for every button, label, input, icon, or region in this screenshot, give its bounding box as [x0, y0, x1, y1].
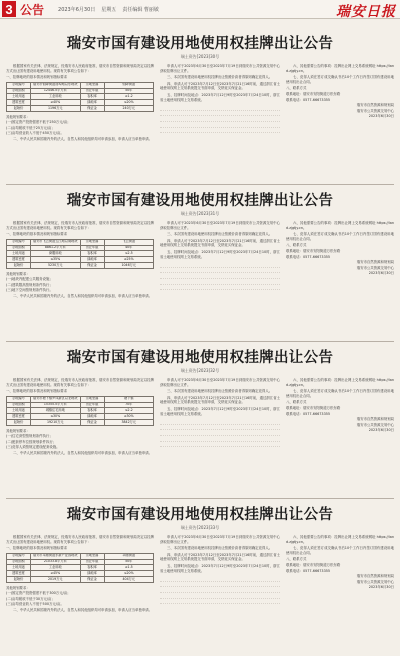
table-row: 宗地面积 8861.2平方米 出让年限 40年 — [7, 245, 154, 251]
section-divider — [6, 184, 394, 185]
notice-intro: 根据国家有关法律、法规规定，经瑞安市人民政府批准，瑞安市自然资源和规划局决定以挂牌方式出让国有建设用地使用权。现将有关事项公告如下： — [6, 378, 154, 387]
notice-title: 瑞安市国有建设用地使用权挂牌出让公告 — [66, 36, 334, 52]
contact-address: 联系地址：瑞安市安阳街道万松东路 — [286, 562, 341, 567]
text-filler — [160, 576, 280, 604]
note-line: (一)固定资产投资强度不低于300万元/亩； — [6, 591, 71, 596]
text-filler — [160, 419, 280, 447]
notice-title: 瑞安市国有建设用地使用权挂牌出让公告 — [66, 193, 334, 209]
body-paragraph: 三、本次国有建设用地使用权挂牌出让按照价高者得原则确定竞得人。 — [167, 389, 273, 394]
signature-org: 瑞安市公共资源交易中心 — [356, 579, 394, 584]
body-paragraph: 四、申请人可于2023年7月12日至2023年7月21日16时前，通过浙江省土地使用权网上交易系统提交书面申请，交纳竞买保证金。 — [160, 395, 280, 405]
table-row: 土地用途 商服用地 容积率 ≤2.5 — [7, 251, 154, 257]
table-row: 宗地编号 瑞安市飞云街道云江路以南地块 宗地坐落 飞云街道 — [7, 239, 154, 245]
parcel-table — [6, 82, 154, 112]
note-line: (二)亩均税收不低于30万元/亩； — [6, 596, 55, 601]
parcel-table — [6, 396, 154, 426]
contact-phone: 联系电话：0577-66673355 — [286, 568, 331, 573]
body-paragraph: 四、申请人可于2023年7月12日至2023年7月21日16时前，通过浙江省土地使用权网上交易系统提交书面申请，交纳竞买保证金。 — [160, 552, 280, 562]
note-line: (三)地下空间按规划条件执行。 — [6, 288, 53, 293]
notice-column-right — [286, 221, 394, 277]
body-paragraph: 申请人可于2023年6月30日至2023年7月19日到瑞安市公共资源交易中心获取挂牌出让文件。 — [160, 378, 280, 387]
note-line: (三)亩均营业收入不低于450万元/亩。 — [6, 131, 64, 136]
table-row: 土地用途 城镇住宅用地 容积率 ≤2.2 — [7, 408, 154, 414]
notice-column-left — [6, 221, 154, 301]
note-line: 二、中华人民共和国境内外的法人、自然人和其他组织均可申请参加，申请人应当单独申请。 — [13, 294, 153, 299]
notice-column-left — [6, 378, 154, 458]
notice-column-middle — [160, 535, 280, 604]
note-line: 其他规划要求： — [6, 428, 30, 433]
signature-date: 2023年6月30日 — [368, 585, 394, 590]
parcel-table — [6, 553, 154, 583]
contact-address: 联系地址：瑞安市安阳街道万松东路 — [286, 91, 341, 96]
notice-1 — [6, 32, 394, 182]
signature-date: 2023年6月30日 — [368, 428, 394, 433]
section-heading: 一、挂牌地块的基本情况和规划指标要求 — [6, 389, 68, 394]
note-line: (二)建筑限高按规划条件执行； — [6, 282, 53, 287]
notice-2 — [6, 189, 394, 339]
table-row: 土地用途 工业用地 容积率 ≥1.2 — [7, 94, 154, 100]
issue-date: 2023年6月30日 — [58, 6, 96, 13]
note-line: 二、中华人民共和国境内外的法人、自然人和其他组织均可申请参加，申请人应当单独申请。 — [13, 608, 153, 613]
section-title: 公告 — [20, 2, 45, 17]
body-paragraph: 三、本次国有建设用地使用权挂牌出让按照价高者得原则确定竞得人。 — [167, 546, 273, 551]
contact-heading: 八、联系方式 — [286, 400, 307, 405]
body-paragraph: 三、本次国有建设用地使用权挂牌出让按照价高者得原则确定竞得人。 — [167, 232, 273, 237]
body-paragraph: 五、挂牌时间及地点：2023年7月12日9时至2023年7月24日10时，浙江省土地使用权网上交易系统。 — [160, 406, 280, 416]
section-divider — [6, 341, 394, 342]
notice-intro: 根据国家有关法律、法规规定，经瑞安市人民政府批准，瑞安市自然资源和规划局决定以挂牌方式出让国有建设用地使用权。现将有关事项公告如下： — [6, 221, 154, 230]
table-row: 宗地编号 瑞安市莘塍街道东新产业园地块 宗地坐落 莘塍街道 — [7, 553, 154, 559]
parcel-table — [6, 239, 154, 269]
body-paragraph: 七、竞得人须在签订成交确认书后10个工作日内签订国有建设用地使用权出让合同。 — [286, 546, 394, 555]
masthead — [0, 0, 400, 19]
signature-org: 瑞安市自然资源和规划局 — [356, 103, 394, 108]
notice-column-middle — [160, 378, 280, 447]
signature-org: 瑞安市自然资源和规划局 — [356, 260, 394, 265]
note-line: (一)地块内配建公共服务设施； — [6, 277, 53, 282]
table-row: 宗地面积 15355.5平方米 出让年限 70年 — [7, 402, 154, 408]
table-row: 宗地编号 瑞安市仙降街道前埠路以东地块 宗地坐落 仙降街道 — [7, 82, 154, 88]
body-paragraph: 五、挂牌时间及地点：2023年7月12日9时至2023年7月24日10时，浙江省土地使用权网上交易系统。 — [160, 563, 280, 573]
body-paragraph: 四、申请人可于2023年7月12日至2023年7月21日16时前，通过浙江省土地使用权网上交易系统提交书面申请，交纳竞买保证金。 — [160, 81, 280, 91]
contact-heading: 八、联系方式 — [286, 243, 307, 248]
contact-phone: 联系电话：0577-66673355 — [286, 254, 331, 259]
table-row: 建筑密度 ≥40% 绿地率 ≤20% — [7, 100, 154, 106]
contact-phone: 联系电话：0577-66673355 — [286, 411, 331, 416]
body-paragraph: 申请人可于2023年6月30日至2023年7月19日到瑞安市公共资源交易中心获取挂牌出让文件。 — [160, 221, 280, 230]
note-line: (二)配套停车位按规划条件执行； — [6, 439, 57, 444]
notice-intro: 根据国家有关法律、法规规定，经瑞安市人民政府批准，瑞安市自然资源和规划局决定以挂牌方式出让国有建设用地使用权。现将有关事项公告如下： — [6, 535, 154, 544]
body-paragraph: 七、竞得人须在签订成交确认书后10个工作日内签订国有建设用地使用权出让合同。 — [286, 75, 394, 84]
note-line: 其他规划要求： — [6, 585, 30, 590]
notice-title: 瑞安市国有建设用地使用权挂牌出让公告 — [66, 507, 334, 523]
body-paragraph: 三、本次国有建设用地使用权挂牌出让按照价高者得原则确定竞得人。 — [167, 75, 273, 80]
notice-4 — [6, 503, 394, 653]
notice-doc-number: 瑞土资告[2023]32号 — [180, 368, 220, 373]
notice-title: 瑞安市国有建设用地使用权挂牌出让公告 — [66, 350, 334, 366]
note-line: (三)竞得人须按规定建设配套设施。 — [6, 445, 60, 450]
body-paragraph: 六、其他需要公告的事项：挂牌出让网上交易系统网址 https://land.zjgtjy.cn。 — [286, 64, 394, 73]
contact-address: 联系地址：瑞安市安阳街道万松东路 — [286, 248, 341, 253]
notice-column-left — [6, 535, 154, 615]
body-paragraph: 七、竞得人须在签订成交确认书后10个工作日内签订国有建设用地使用权出让合同。 — [286, 232, 394, 241]
table-row: 宗地面积 21033.8平方米 出让年限 50年 — [7, 559, 154, 565]
signature-org: 瑞安市自然资源和规划局 — [356, 417, 394, 422]
body-paragraph: 五、挂牌时间及地点：2023年7月12日9时至2023年7月24日10时，浙江省土地使用权网上交易系统。 — [160, 249, 280, 259]
body-paragraph: 申请人可于2023年6月30日至2023年7月19日到瑞安市公共资源交易中心获取挂牌出让文件。 — [160, 64, 280, 73]
notice-column-left — [6, 64, 154, 144]
signature-org: 瑞安市公共资源交易中心 — [356, 265, 394, 270]
editor-credit: 责任编辑 曹丽敏 — [122, 6, 159, 13]
notice-column-right — [286, 378, 394, 434]
body-paragraph: 四、申请人可于2023年7月12日至2023年7月21日16时前，通过浙江省土地使用权网上交易系统提交书面申请，交纳竞买保证金。 — [160, 238, 280, 248]
notice-column-middle — [160, 221, 280, 290]
notice-column-right — [286, 64, 394, 120]
note-line: (一)固定资产投资强度不低于250万元/亩； — [6, 120, 71, 125]
table-row: 建筑密度 ≤30% 绿地率 ≥30% — [7, 414, 154, 420]
notice-doc-number: 瑞土资告[2023]33号 — [180, 525, 220, 530]
issue-weekday: 星期五 — [101, 6, 117, 13]
contact-heading: 八、联系方式 — [286, 86, 307, 91]
section-heading: 一、挂牌地块的基本情况和规划指标要求 — [6, 75, 68, 80]
note-line: (二)亩均税收不低于25万元/亩； — [6, 125, 55, 130]
signature-org: 瑞安市公共资源交易中心 — [356, 108, 394, 113]
notice-intro: 根据国家有关法律、法规规定，经瑞安市人民政府批准，瑞安市自然资源和规划局决定以挂牌方式出让国有建设用地使用权。现将有关事项公告如下： — [6, 64, 154, 73]
table-row: 宗地编号 瑞安市塘下镇罗凤新区以北地块 宗地坐落 塘下镇 — [7, 396, 154, 402]
note-line: 其他规划要求： — [6, 114, 30, 119]
text-filler — [160, 105, 280, 133]
body-paragraph: 申请人可于2023年6月30日至2023年7月19日到瑞安市公共资源交易中心获取挂牌出让文件。 — [160, 535, 280, 544]
page-number-badge: 3 — [2, 1, 16, 17]
section-heading: 一、挂牌地块的基本情况和规划指标要求 — [6, 232, 68, 237]
contact-heading: 八、联系方式 — [286, 557, 307, 562]
notice-doc-number: 瑞土资告[2023]30号 — [180, 54, 220, 59]
note-line: 其他规划要求： — [6, 271, 30, 276]
notice-column-right — [286, 535, 394, 591]
body-paragraph: 六、其他需要公告的事项：挂牌出让网上交易系统网址 https://land.zjgtjy.cn。 — [286, 378, 394, 387]
signature-date: 2023年6月30日 — [368, 271, 394, 276]
notice-3 — [6, 346, 394, 496]
contact-address: 联系地址：瑞安市安阳街道万松东路 — [286, 405, 341, 410]
masthead-meta — [58, 6, 159, 13]
body-paragraph: 六、其他需要公告的事项：挂牌出让网上交易系统网址 https://land.zjgtjy.cn。 — [286, 535, 394, 544]
signature-org: 瑞安市公共资源交易中心 — [356, 422, 394, 427]
contact-phone: 联系电话：0577-66673355 — [286, 97, 331, 102]
note-line: 二、中华人民共和国境内外的法人、自然人和其他组织均可申请参加，申请人应当单独申请。 — [13, 451, 153, 456]
body-paragraph: 六、其他需要公告的事项：挂牌出让网上交易系统网址 https://land.zjgtjy.cn。 — [286, 221, 394, 230]
section-heading: 一、挂牌地块的基本情况和规划指标要求 — [6, 546, 68, 551]
note-line: 二、中华人民共和国境内外的法人、自然人和其他组织均可申请参加，申请人应当单独申请。 — [13, 137, 153, 142]
notice-column-middle — [160, 64, 280, 133]
note-line: (一)住宅套型按规划条件执行； — [6, 434, 53, 439]
table-row: 起始价 5230万元 保证金 1046万元 — [7, 262, 154, 268]
body-paragraph: 七、竞得人须在签订成交确认书后10个工作日内签订国有建设用地使用权出让合同。 — [286, 389, 394, 398]
text-filler — [160, 262, 280, 290]
body-paragraph: 五、挂牌时间及地点：2023年7月12日9时至2023年7月24日10时，浙江省土地使用权网上交易系统。 — [160, 92, 280, 102]
table-row: 土地用途 工业用地 容积率 ≥1.5 — [7, 565, 154, 571]
table-row: 起始价 19210万元 保证金 3842万元 — [7, 419, 154, 425]
notice-doc-number: 瑞土资告[2023]31号 — [180, 211, 220, 216]
signature-date: 2023年6月30日 — [368, 114, 394, 119]
table-row: 建筑密度 ≥45% 绿地率 ≤20% — [7, 571, 154, 577]
newspaper-logo: 瑞安日报 — [336, 4, 396, 20]
table-row: 建筑密度 ≤35% 绿地率 ≥25% — [7, 257, 154, 263]
table-row: 起始价 2019万元 保证金 404万元 — [7, 576, 154, 582]
signature-org: 瑞安市自然资源和规划局 — [356, 574, 394, 579]
table-row: 起始价 1196万元 保证金 240万元 — [7, 105, 154, 111]
note-line: (三)亩均营业收入不低于500万元/亩。 — [6, 602, 64, 607]
section-divider — [6, 498, 394, 499]
table-row: 宗地面积 12446.5平方米 出让年限 50年 — [7, 88, 154, 94]
